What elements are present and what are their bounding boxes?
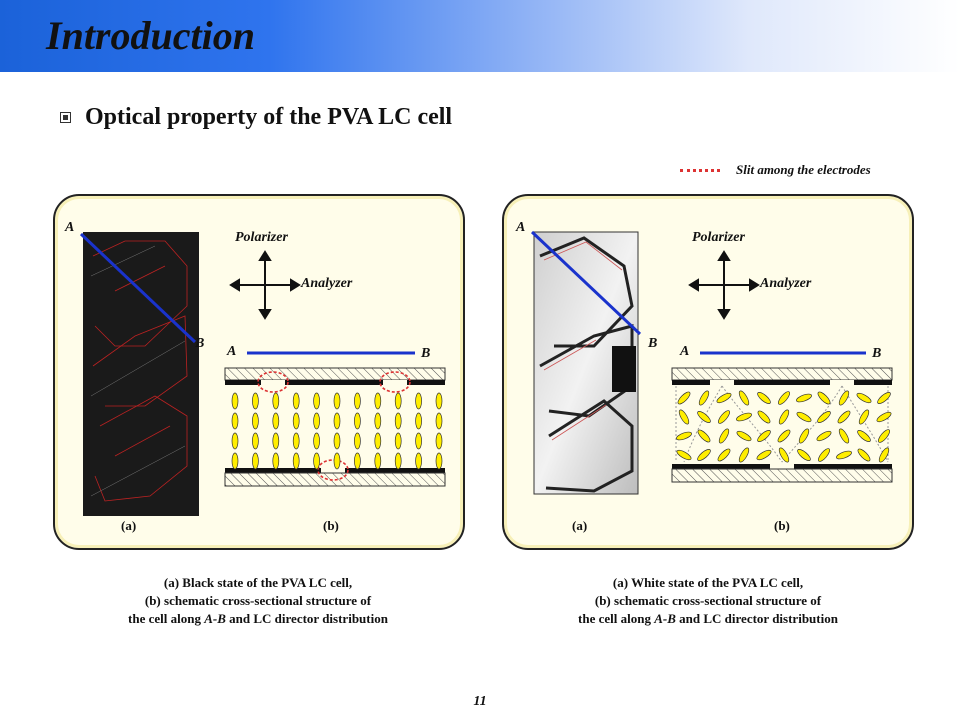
lc-molecule <box>232 433 238 449</box>
lc-molecule <box>436 453 442 469</box>
lc-molecule <box>816 390 832 406</box>
top-slit-2 <box>383 380 407 385</box>
figure-panel-white-state <box>502 194 914 550</box>
caption-line-2: (b) schematic cross-sectional structure of <box>594 593 822 608</box>
caption-white-state <box>498 574 918 628</box>
top-slit <box>261 380 285 385</box>
caption-line-1: (a) White state of the PVA LC cell, <box>612 575 804 590</box>
lc-molecule <box>777 390 792 406</box>
lc-molecule <box>354 413 360 429</box>
lc-molecule <box>232 413 238 429</box>
legend <box>680 162 871 178</box>
lc-molecule <box>817 447 832 463</box>
caption-line-3-ab: A-B <box>204 611 226 626</box>
point-b-label: B <box>195 336 205 351</box>
lc-molecule <box>797 428 810 445</box>
lc-molecule <box>856 447 872 463</box>
lc-molecule <box>717 428 730 445</box>
dark-domain <box>612 346 636 392</box>
point-b-label: B <box>648 336 658 351</box>
top-substrate <box>225 368 445 380</box>
lc-molecule <box>252 453 258 469</box>
caption-line-2: (b) schematic cross-sectional structure of <box>144 593 372 608</box>
lc-molecule <box>856 391 873 404</box>
lc-molecule <box>416 433 422 449</box>
lc-molecule <box>293 433 299 449</box>
bottom-substrate <box>672 469 892 482</box>
subfigure-b-label: (b) <box>774 518 790 533</box>
lc-molecule <box>232 453 238 469</box>
bottom-slit <box>321 468 345 473</box>
caption-line-1: (a) Black state of the PVA LC cell, <box>163 575 353 590</box>
lc-molecule <box>334 393 340 409</box>
lc-directors <box>232 393 442 469</box>
lc-molecule <box>416 393 422 409</box>
lc-molecule <box>737 447 750 464</box>
lc-molecule <box>836 409 852 425</box>
lc-molecule <box>395 413 401 429</box>
polarizer-label: Polarizer <box>692 230 745 245</box>
cross-b-label: B <box>872 346 882 361</box>
lc-molecule <box>796 410 813 423</box>
page-title: Introduction <box>46 13 255 58</box>
lc-molecule <box>314 393 320 409</box>
section-heading <box>60 104 452 131</box>
lc-molecule <box>354 433 360 449</box>
white-state-figure <box>504 196 916 552</box>
caption-line-3-suffix: and LC director distribution <box>675 611 838 626</box>
polarizer-analyzer-cross-icon <box>690 252 758 318</box>
lc-molecule <box>334 413 340 429</box>
caption-line-3-prefix: the cell along <box>578 611 655 626</box>
lc-molecule <box>835 449 852 460</box>
lc-directors <box>675 390 892 464</box>
lc-molecule <box>796 448 812 463</box>
lc-molecule <box>737 390 750 407</box>
polarizer-label: Polarizer <box>235 230 288 245</box>
lc-molecule <box>777 447 790 464</box>
lc-molecule <box>334 433 340 449</box>
legend-label: Slit among the electrodes <box>736 162 871 177</box>
lc-molecule <box>375 393 381 409</box>
lc-molecule <box>293 413 299 429</box>
lc-molecule <box>416 413 422 429</box>
lc-molecule <box>273 453 279 469</box>
lc-molecule <box>314 453 320 469</box>
lc-molecule <box>736 429 753 442</box>
lc-molecule <box>756 409 772 425</box>
lc-molecule <box>273 393 279 409</box>
lc-molecule <box>837 390 850 407</box>
lc-molecule <box>395 433 401 449</box>
lc-molecule <box>696 448 712 463</box>
lc-molecule <box>395 393 401 409</box>
square-bullet-icon <box>60 112 71 123</box>
lc-molecule <box>375 413 381 429</box>
lc-molecule <box>816 429 833 442</box>
subfigure-a-label: (a) <box>572 518 588 533</box>
black-state-micrograph <box>83 232 199 516</box>
lc-molecule <box>232 393 238 409</box>
lc-molecule <box>717 409 732 425</box>
lc-molecule <box>697 390 710 407</box>
slit-legend-line <box>680 169 720 172</box>
lc-molecule <box>293 453 299 469</box>
lc-molecule <box>416 453 422 469</box>
cross-a-label: A <box>680 344 690 359</box>
lc-molecule <box>756 391 772 406</box>
top-slit <box>710 380 734 385</box>
point-a-label: A <box>65 220 75 235</box>
caption-line-3 <box>498 610 918 628</box>
lc-molecule <box>354 453 360 469</box>
point-a-label: A <box>516 220 526 235</box>
lc-molecule <box>314 413 320 429</box>
lc-molecule <box>676 390 692 406</box>
lc-molecule <box>293 393 299 409</box>
cross-b-label: B <box>421 346 431 361</box>
lc-molecule <box>877 428 892 444</box>
lc-molecule <box>252 393 258 409</box>
top-electrode <box>672 380 892 385</box>
lc-molecule <box>696 410 712 425</box>
caption-line-3-ab: A-B <box>654 611 676 626</box>
lc-molecule <box>273 433 279 449</box>
page-number: 11 <box>473 694 487 709</box>
lc-molecule <box>877 447 890 464</box>
figure-panel-black-state <box>53 194 465 550</box>
lc-molecule <box>273 413 279 429</box>
subfigure-b-label: (b) <box>323 518 339 533</box>
lc-molecule <box>436 413 442 429</box>
lc-molecule <box>375 453 381 469</box>
analyzer-label: Analyzer <box>760 276 812 291</box>
caption-line-3 <box>48 610 468 628</box>
title-bar <box>0 0 960 72</box>
caption-black-state <box>48 574 468 628</box>
section-title: Optical property of the PVA LC cell <box>85 104 453 130</box>
lc-molecule <box>756 448 773 461</box>
top-slit-2 <box>830 380 854 385</box>
analyzer-label: Analyzer <box>301 276 353 291</box>
lc-molecule <box>876 410 893 423</box>
subfigure-a-label: (a) <box>121 518 137 533</box>
lc-molecule <box>676 448 693 461</box>
lc-molecule <box>677 409 690 426</box>
top-substrate <box>672 368 892 380</box>
lc-molecule <box>252 413 258 429</box>
lc-molecule <box>354 393 360 409</box>
lc-molecule <box>857 409 870 426</box>
lc-molecule <box>436 393 442 409</box>
bottom-slit <box>770 464 794 469</box>
lc-molecule <box>375 433 381 449</box>
lc-molecule <box>876 391 892 406</box>
lc-molecule <box>777 409 790 426</box>
lc-molecule <box>816 410 832 425</box>
caption-line-3-prefix: the cell along <box>128 611 205 626</box>
lc-molecule <box>436 433 442 449</box>
lc-molecule <box>252 433 258 449</box>
lc-molecule <box>696 428 712 444</box>
polarizer-analyzer-cross-icon <box>231 252 299 318</box>
lc-molecule <box>314 433 320 449</box>
lc-molecule <box>795 392 812 403</box>
lc-molecule <box>837 428 850 445</box>
lc-molecule <box>675 430 692 441</box>
caption-line-3-suffix: and LC director distribution <box>225 611 388 626</box>
lc-molecule <box>776 428 792 444</box>
lc-molecule <box>716 447 732 463</box>
lc-molecule <box>334 453 340 469</box>
lc-molecule <box>395 453 401 469</box>
cross-a-label: A <box>227 344 237 359</box>
black-state-figure <box>55 196 467 552</box>
